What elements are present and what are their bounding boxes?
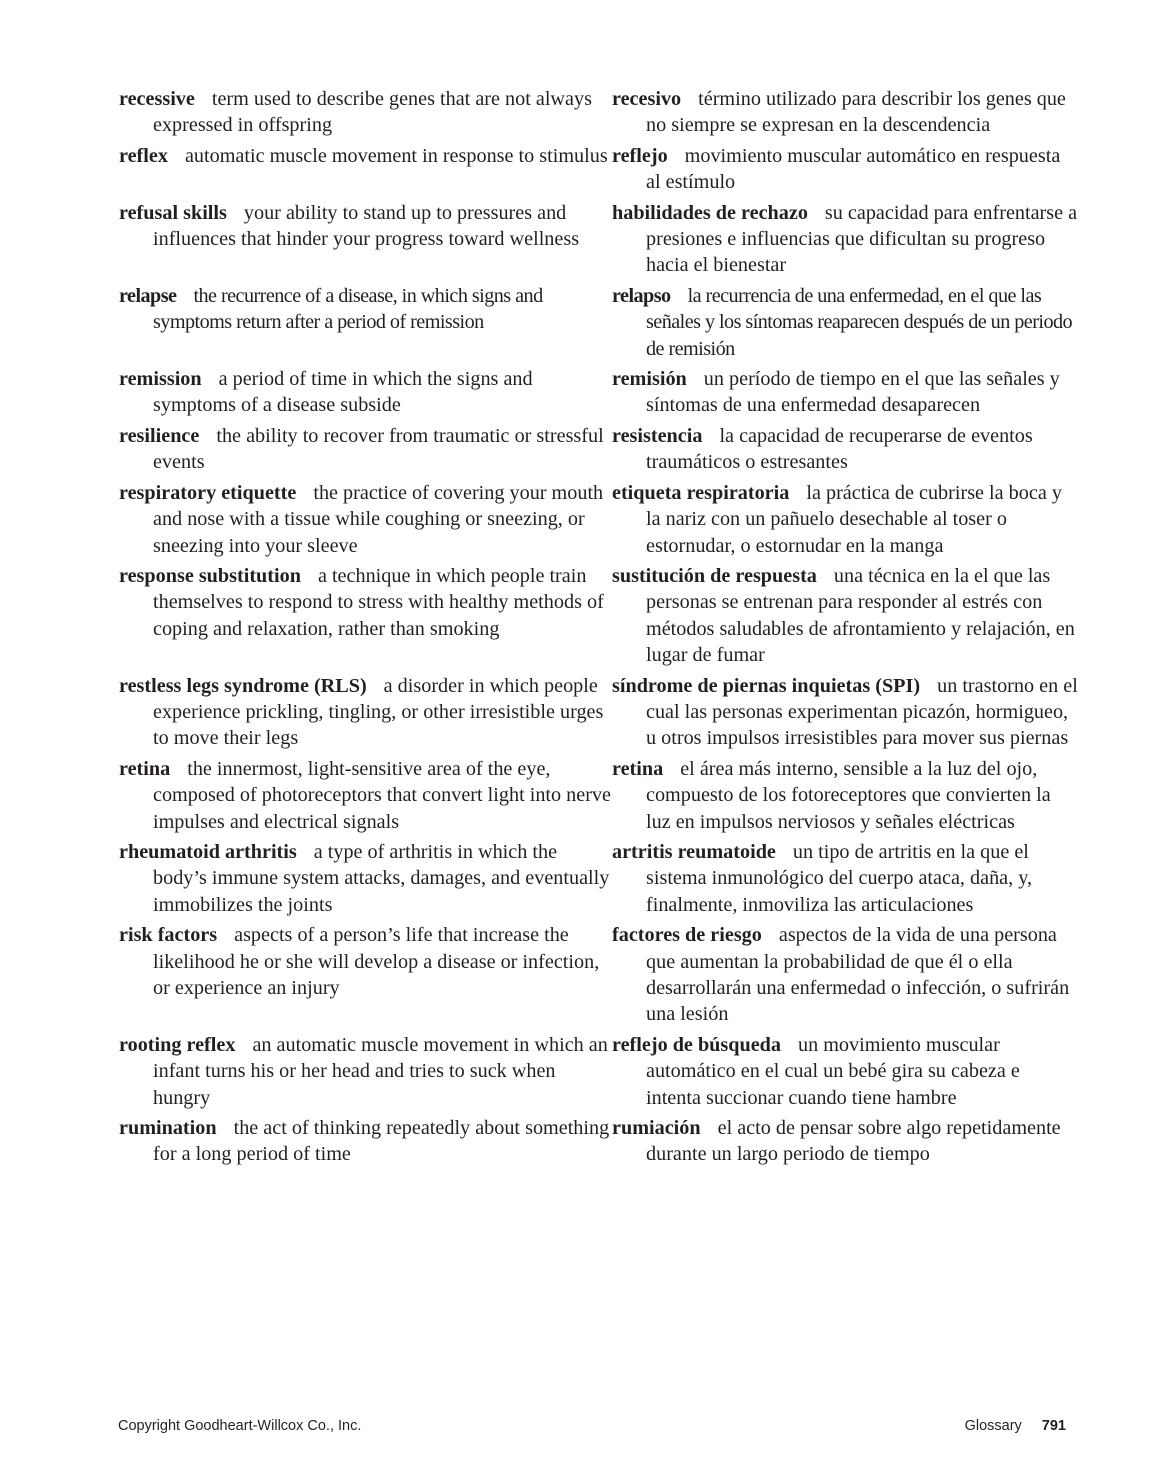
page-number: 791: [1041, 1418, 1066, 1434]
glossary-term: reflex: [119, 144, 168, 167]
glossary-term: factores de riesgo: [612, 924, 762, 947]
glossary-row: [119, 922, 1079, 1028]
glossary-entry-english: [119, 1115, 612, 1168]
glossary-definition: the ability to recover from traumatic or stressful events: [153, 424, 604, 474]
glossary-entry-spanish: [612, 86, 1079, 139]
glossary-entry-english: [119, 922, 612, 1001]
glossary-entry-spanish: [612, 563, 1079, 669]
glossary-definition: the innermost, light-sensitive area of the eye, composed of photoreceptors that convert light into nerve impulses and electrical signals: [153, 757, 612, 833]
glossary-entry-english: [119, 423, 612, 476]
glossary-definition: la capacidad de recuperarse de eventos traumáticos o estresantes: [646, 424, 1033, 474]
glossary-definition: un período de tiempo en el que las señales y síntomas de una enfermedad desaparecen: [646, 368, 1060, 417]
glossary-entry-english: [119, 673, 612, 752]
glossary-entry-spanish: [612, 283, 1079, 362]
glossary-definition: the act of thinking repeatedly about something for a long period of time: [153, 1117, 610, 1166]
glossary-entry-spanish: [612, 922, 1079, 1028]
glossary-entry-spanish: [612, 839, 1079, 918]
glossary-row: [119, 563, 1079, 669]
glossary-entry-spanish: [612, 366, 1079, 419]
glossary-term: relapso: [612, 284, 671, 307]
glossary-term: rumination: [119, 1117, 217, 1140]
glossary-definition: an automatic muscle movement in which an infant turns his or her head and tries to suck when hungry: [153, 1033, 608, 1109]
glossary-entry-english: [119, 200, 612, 253]
glossary-term: restless legs syndrome (RLS): [119, 674, 367, 697]
copyright-notice: Copyright Goodheart-Willcox Co., Inc.: [118, 1418, 362, 1434]
glossary-term: sustitución de respuesta: [612, 564, 817, 587]
glossary-definition: término utilizado para describir los genes que no siempre se expresan en la descendencia: [646, 88, 1066, 137]
glossary-definition: su capacidad para enfrentarse a presiones e influencias que dificultan su progreso hacia el bienestar: [646, 201, 1078, 277]
glossary-entry-spanish: [612, 143, 1079, 196]
glossary-term: recesivo: [612, 88, 682, 110]
glossary-row: [119, 200, 1079, 279]
glossary-definition: your ability to stand up to pressures and influences that hinder your progress toward wellness: [153, 201, 580, 251]
glossary-entry-english: [119, 86, 612, 139]
glossary-entry-spanish: [612, 480, 1079, 559]
glossary-term: retina: [119, 757, 171, 780]
glossary-definition: a type of arthritis in which the body’s immune system attacks, damages, and eventually immobilizes the joints: [153, 840, 610, 916]
glossary-term: resilience: [119, 424, 200, 447]
glossary-definition: a period of time in which the signs and symptoms of a disease subside: [153, 368, 533, 417]
glossary-entry-english: [119, 366, 612, 419]
glossary-row: [119, 366, 1079, 419]
glossary-definition: aspectos de la vida de una persona que aumentan la probabilidad de que él o ella desarrollarán una enfermedad o infección, o sufrirán una lesión: [646, 924, 1070, 1026]
glossary-entry-english: [119, 143, 612, 169]
glossary-term: síndrome de piernas inquietas (SPI): [612, 674, 921, 697]
glossary-row: [119, 756, 1079, 835]
glossary-term: rheumatoid arthritis: [119, 840, 297, 863]
glossary-definition: the practice of covering your mouth and nose with a tissue while coughing or sneezing, or sneezing into your sleeve: [153, 481, 604, 557]
glossary-definition: la práctica de cubrirse la boca y la nariz con un pañuelo desechable al toser o estornudar, o estornudar en la manga: [646, 481, 1062, 557]
glossary-row: [119, 283, 1079, 362]
glossary-entry-english: [119, 283, 612, 336]
page-footer-right: [965, 1418, 1066, 1434]
glossary-term: resistencia: [612, 424, 703, 447]
glossary-row: [119, 1032, 1079, 1111]
glossary-row: [119, 1115, 1079, 1168]
glossary-term: habilidades de rechazo: [612, 201, 808, 224]
glossary-entry-english: [119, 756, 612, 835]
glossary-term: response substitution: [119, 564, 301, 587]
glossary-entry-english: [119, 1032, 612, 1111]
glossary-term: reflejo de búsqueda: [612, 1033, 781, 1056]
glossary-term: remission: [119, 368, 202, 391]
glossary-entry-spanish: [612, 423, 1079, 476]
glossary-row: [119, 143, 1079, 196]
glossary-term: reflejo: [612, 144, 668, 167]
glossary-term: respiratory etiquette: [119, 481, 297, 504]
glossary-term: etiqueta respiratoria: [612, 481, 790, 504]
glossary-term: refusal skills: [119, 201, 227, 224]
glossary-entry-english: [119, 839, 612, 918]
glossary-term: recessive: [119, 88, 195, 110]
glossary-definition: un trastorno en el cual las personas experimentan picazón, hormigueo, u otros impulsos irresistibles para mover sus piernas: [646, 674, 1078, 750]
glossary-entry-spanish: [612, 673, 1079, 752]
glossary-term: rumiación: [612, 1117, 701, 1140]
glossary-row: [119, 423, 1079, 476]
glossary-definition: un movimiento muscular automático en el cual un bebé gira su cabeza e intenta succionar cuando tiene hambre: [646, 1033, 1020, 1109]
glossary-definition: automatic muscle movement in response to stimulus: [184, 144, 608, 167]
glossary-row: [119, 673, 1079, 752]
glossary-row: [119, 86, 1079, 139]
section-label: Glossary: [964, 1418, 1022, 1434]
glossary-term: remisión: [612, 368, 687, 391]
glossary-entry-spanish: [612, 200, 1079, 279]
glossary-definition: el acto de pensar sobre algo repetidamente durante un largo periodo de tiempo: [646, 1117, 1061, 1166]
glossary: [119, 86, 1079, 1168]
glossary-definition: un tipo de artritis en la que el sistema inmunológico del cuerpo ataca, daña, y, finalmente, inmoviliza las articulaciones: [646, 840, 1033, 916]
glossary-row: [119, 839, 1079, 918]
glossary-definition: una técnica en la el que las personas se entrenan para responder al estrés con métodos saludables de afrontamiento y relajación, en lugar de fumar: [646, 564, 1075, 667]
glossary-definition: term used to describe genes that are not always expressed in offspring: [153, 88, 592, 137]
glossary-entry-spanish: [612, 1032, 1079, 1111]
glossary-term: retina: [612, 757, 664, 780]
glossary-definition: a disorder in which people experience prickling, tingling, or other irresistible urges to move their legs: [153, 674, 604, 750]
glossary-term: risk factors: [119, 924, 218, 947]
glossary-entry-spanish: [612, 756, 1079, 835]
glossary-term: rooting reflex: [119, 1033, 236, 1056]
glossary-term: relapse: [119, 284, 177, 307]
glossary-definition: the recurrence of a disease, in which signs and symptoms return after a period of remission: [153, 284, 543, 334]
glossary-definition: aspects of a person’s life that increase the likelihood he or she will develop a disease or infection, or experience an injury: [153, 924, 600, 999]
glossary-entry-spanish: [612, 1115, 1079, 1168]
glossary-definition: a technique in which people train themselves to respond to stress with healthy methods of coping and relaxation, rather than smoking: [153, 564, 604, 640]
glossary-definition: la recurrencia de una enfermedad, en el que las señales y los síntomas reaparecen después de un periodo de remisión: [646, 284, 1073, 360]
glossary-definition: movimiento muscular automático en respuesta al estímulo: [646, 144, 1061, 194]
glossary-row: [119, 480, 1079, 559]
glossary-definition: el área más interno, sensible a la luz del ojo, compuesto de los fotoreceptores que convierten la luz en impulsos nerviosos y señales eléctricas: [646, 757, 1051, 833]
glossary-entry-english: [119, 563, 612, 642]
glossary-term: artritis reumatoide: [612, 840, 776, 863]
glossary-entry-english: [119, 480, 612, 559]
